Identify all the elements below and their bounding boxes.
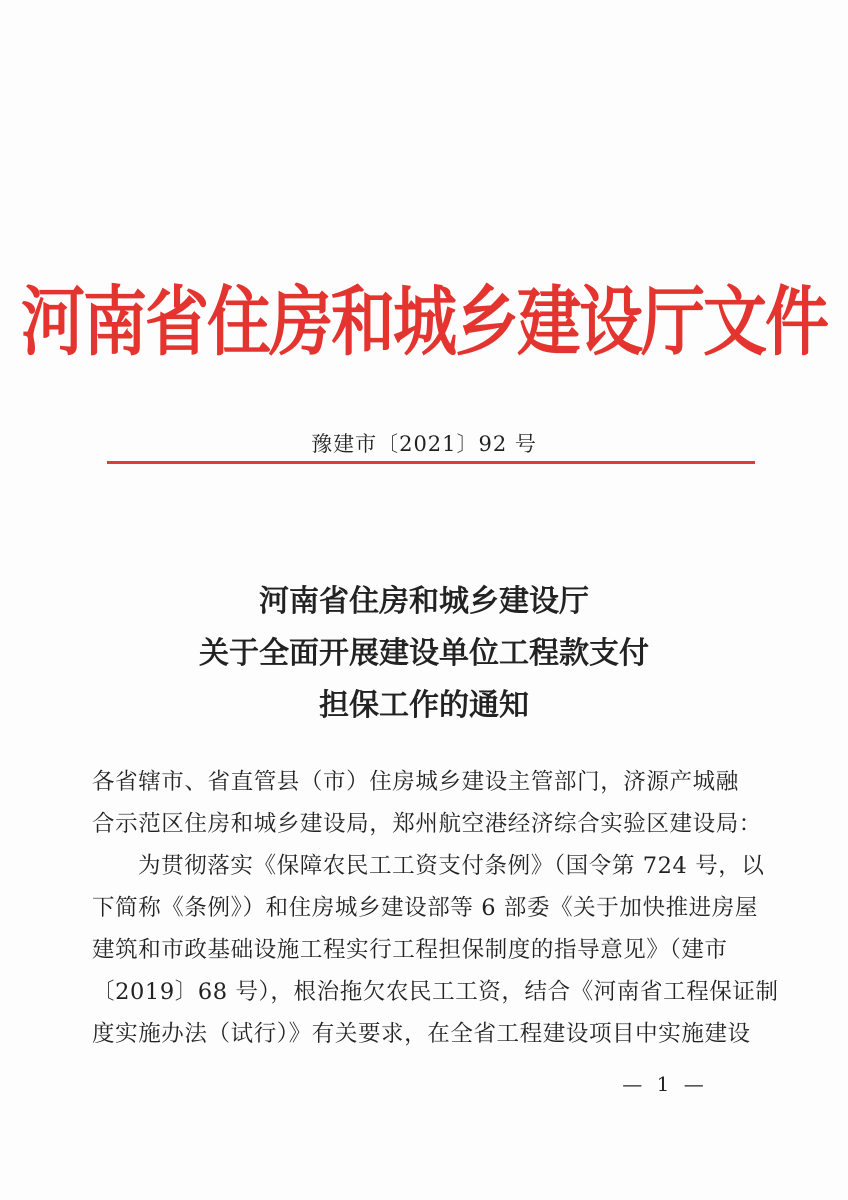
body-text-line: 度实施办法（试行）》有关要求，在全省工程建设项目中实施建设 [92,1021,751,1047]
body-text-line: 合示范区住房和城乡建设局，郑州航空港经济综合实验区建设局： [92,811,762,837]
document-number: 豫建市〔2021〕92 号 [311,432,537,456]
body-text-line: 下简称《条例》）和住房城乡建设部等 6 部委《关于加快推进房屋 [92,895,758,921]
body-text-line: 各省辖市、省直管县（市）住房城乡建设主管部门，济源产城融 [92,769,739,795]
body-text-line: 建筑和市政基础设施工程实行工程担保制度的指导意见》（建市 [92,937,728,963]
body-text-line: 〔2019〕68 号），根治拖欠农民工工资，结合《河南省工程保证制 [92,979,779,1005]
notice-title-line-1: 河南省住房和城乡建设厅 [259,584,589,619]
red-divider-line [107,461,755,464]
page-number: — 1 — [622,1072,708,1096]
document-header-title: 河南省住房和城乡建设厅文件 [21,279,827,368]
notice-title-line-3: 担保工作的通知 [319,688,529,723]
notice-title-line-2: 关于全面开展建设单位工程款支付 [199,636,649,671]
body-text-line: 为贯彻落实《保障农民工工资支付条例》（国令第 724 号，以 [138,853,765,879]
